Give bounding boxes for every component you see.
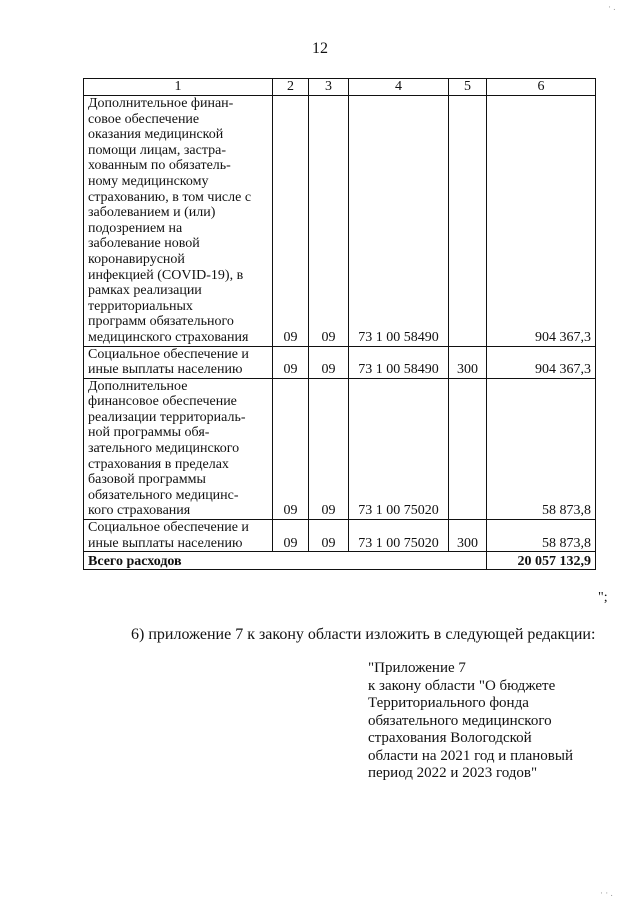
table-header-row [84, 79, 596, 96]
row-subsection: 09 [309, 520, 349, 552]
row-section: 09 [273, 346, 309, 378]
row-target-article: 73 1 00 58490 [349, 346, 449, 378]
row-subsection: 09 [309, 96, 349, 347]
column-header-3: 3 [309, 79, 349, 96]
appendix-heading: "Приложение 7 к закону области "О бюджете Территориального фонда обязательного медицинского страхования Вологодской области на 2021 год и плановый период 2022 и 2023 годов" [368, 660, 573, 781]
page-number: 12 [312, 40, 328, 57]
row-target-article: 73 1 00 75020 [349, 520, 449, 552]
scan-artifact-mark: · . [608, 2, 616, 12]
row-amount: 58 873,8 [487, 378, 596, 519]
column-header-6: 6 [487, 79, 596, 96]
column-header-5: 5 [449, 79, 487, 96]
column-header-2: 2 [273, 79, 309, 96]
table-row [84, 520, 596, 552]
row-amount: 904 367,3 [487, 96, 596, 347]
column-header-4: 4 [349, 79, 449, 96]
row-name: Социальное обеспечение и иные выплаты населению [84, 520, 273, 552]
row-section: 09 [273, 378, 309, 519]
total-row [84, 552, 596, 570]
row-section: 09 [273, 520, 309, 552]
row-target-article: 73 1 00 58490 [349, 96, 449, 347]
row-expense-type: 300 [449, 346, 487, 378]
row-expense-type [449, 378, 487, 519]
amendment-text: 6) приложение 7 к закону области изложить в следующей редакции: [131, 626, 596, 643]
row-name: Социальное обеспечение и иные выплаты населению [84, 346, 273, 378]
table-row [84, 346, 596, 378]
row-amount: 904 367,3 [487, 346, 596, 378]
row-expense-type: 300 [449, 520, 487, 552]
total-amount: 20 057 132,9 [487, 552, 596, 570]
row-amount: 58 873,8 [487, 520, 596, 552]
row-section: 09 [273, 96, 309, 347]
row-expense-type [449, 96, 487, 347]
table-row [84, 96, 596, 347]
row-subsection: 09 [309, 378, 349, 519]
row-name: Дополнительное финансовое обеспечение реализации территориаль- ной программы обя- зательного медицинского страхования в пределах базовой программы обязательного медицинс- кого страхования [84, 378, 273, 519]
table-row [84, 378, 596, 519]
closing-quote-mark: "; [598, 590, 608, 605]
scan-artifact-mark: · · . [600, 888, 613, 898]
budget-table [83, 78, 596, 570]
row-subsection: 09 [309, 346, 349, 378]
column-header-1: 1 [84, 79, 273, 96]
row-target-article: 73 1 00 75020 [349, 378, 449, 519]
total-label: Всего расходов [84, 552, 487, 570]
row-name: Дополнительное финан- совое обеспечение оказания медицинской помощи лицам, застра- хованным по обязатель- ному медицинскому страхованию, в том числе с заболеванием и (или) подозрением на заболевание новой коронавирусной инфекцией (COVID-19), в рамках реализации территориальных программ обязательного медицинского страхования [84, 96, 273, 347]
